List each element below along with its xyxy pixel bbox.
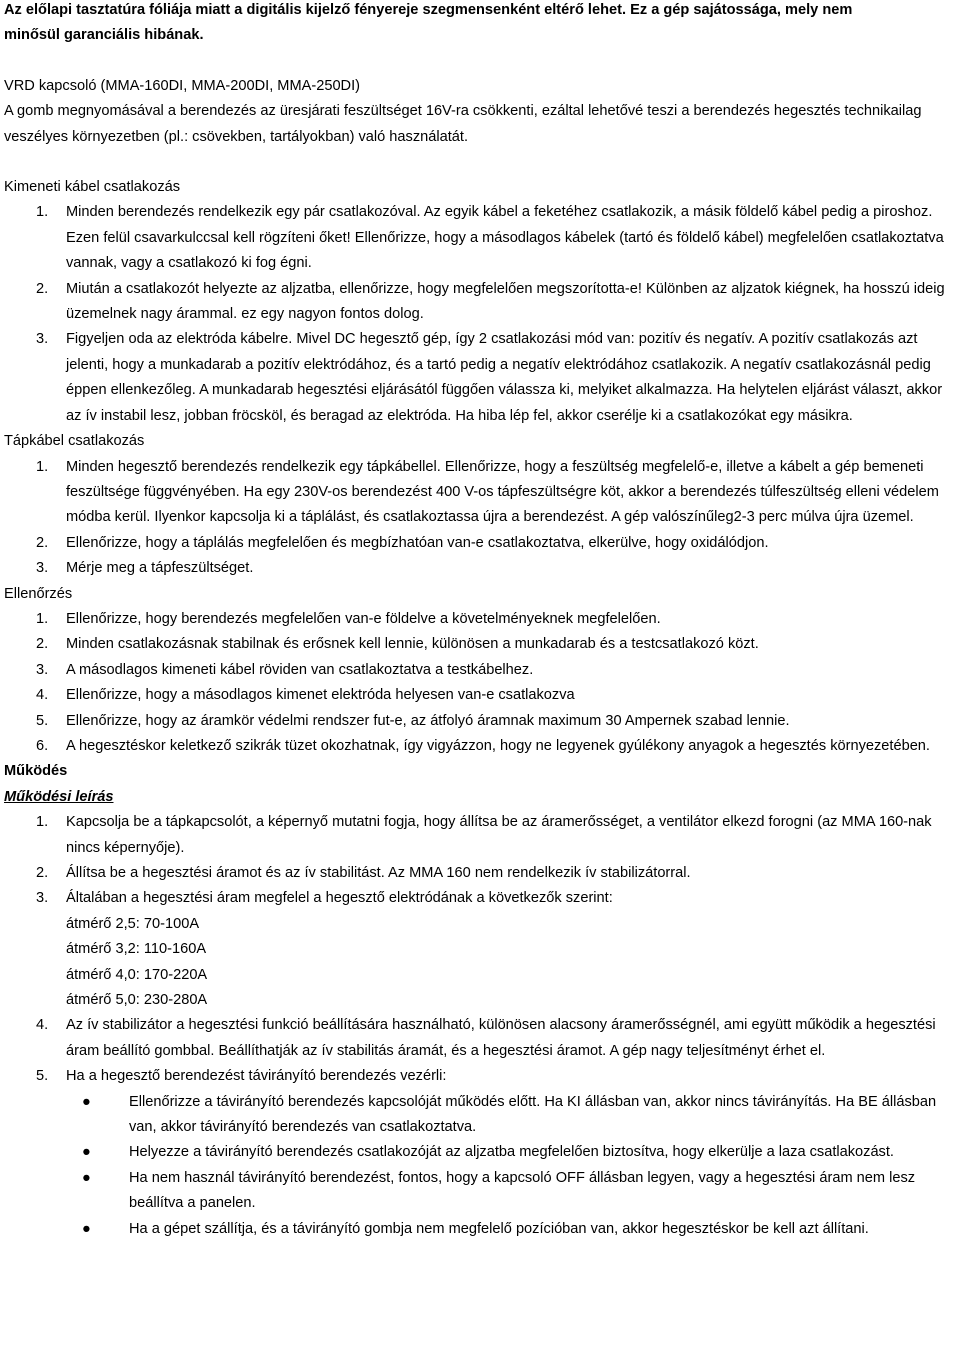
list-item xyxy=(4,683,958,708)
item-text: Általában a hegesztési áram megfelel a hegesztő elektródának a következők szerint: xyxy=(66,890,613,907)
item-text: A másodlagos kimeneti kábel röviden van csatlakoztatva a testkábelhez. xyxy=(66,661,534,678)
bullet-item xyxy=(4,1217,958,1242)
item-number: 3. xyxy=(36,890,49,907)
item-number: 5. xyxy=(36,712,49,729)
diameter-row: átmérő 5,0: 230-280A xyxy=(66,992,208,1009)
list-item xyxy=(4,556,958,581)
bullet-icon: ● xyxy=(82,1220,91,1237)
item-number: 1. xyxy=(36,204,49,221)
bullet-item xyxy=(4,1166,958,1217)
bullet-text: Ellenőrizze a távirányító berendezés kapcsolóját működés előtt. Ha KI állásban van, akkor nincs távirányítás. Ha BE állásban van, akkor távirányító berendezés van csatlakoztatva. xyxy=(129,1093,937,1136)
remote-bullet-list xyxy=(4,1090,958,1242)
bullet-icon: ● xyxy=(82,1093,91,1110)
item-number: 1. xyxy=(36,610,49,627)
list-item xyxy=(4,658,958,683)
list-item xyxy=(4,200,958,276)
item-text: Minden berendezés rendelkezik egy pár csatlakozóval. Az egyik kábel a feketéhez csatlakozik, a másik földelő kábel pedig a piroshoz. Ezen felül csavarkulccsal kell rögzíteni őket! Ellenőrizze, hogy a másodlagos kábelek (tartó és földelő kábel) megfelelően csatlakoztatva vannak, vagy a csatlakozó ki fog égni. xyxy=(66,204,944,272)
list-item xyxy=(4,607,958,632)
operation-list xyxy=(4,810,958,1089)
bullet-item xyxy=(4,1090,958,1141)
list-item xyxy=(4,734,958,759)
list-item xyxy=(4,861,958,886)
item-text: Mérje meg a tápfeszültséget. xyxy=(66,560,254,577)
bullet-text: Helyezze a távirányító berendezés csatlakozóját az aljzatba megfelelően biztosítva, hogy elkerülje a laza csatlakozást. xyxy=(129,1144,894,1161)
item-number: 6. xyxy=(36,737,49,754)
list-item xyxy=(4,455,958,531)
list-item xyxy=(4,810,958,861)
output-cable-list xyxy=(4,200,958,429)
item-text: Ha a hegesztő berendezést távirányító berendezés vezérli: xyxy=(66,1068,447,1085)
vrd-text: A gomb megnyomásával a berendezés az üresjárati feszültséget 16V-ra csökkenti, ezáltal lehetővé teszi a berendezés hegesztés technikailag veszélyes környezetben (pl.: csövekben, tartályokban) való használatát. xyxy=(4,103,922,145)
item-text: Az ív stabilizátor a hegesztési funkció beállítására használható, különösen alacsony áramerősségnél, ami együtt működik a hegesztési áram beállító gombbal. Beállíthatják az ív stabilitás áramát, és a hegesztési áramot. A gép nagy teljesítményt érhet el. xyxy=(66,1017,936,1059)
bullet-icon: ● xyxy=(82,1169,91,1186)
power-cable-list xyxy=(4,455,958,582)
item-number: 2. xyxy=(36,534,49,551)
list-item xyxy=(4,1013,958,1064)
notice-line-1: Az előlapi tasztatúra fóliája miatt a digitális kijelző fényereje szegmensenként eltérő lehet. Ez a gép sajátossága, mely nem xyxy=(4,2,853,18)
bullet-icon: ● xyxy=(82,1144,91,1161)
item-number: 1. xyxy=(36,458,49,475)
vrd-title: VRD kapcsoló (MMA-160DI, MMA-200DI, MMA-250DI) xyxy=(4,77,361,94)
notice-line-2: minősül garanciális hibának. xyxy=(4,27,204,44)
item-text: A hegesztéskor keletkező szikrák tüzet okozhatnak, így vigyázzon, hogy ne legyenek gyúlékony anyagok a hegesztés környezetében. xyxy=(66,737,930,754)
item-number: 2. xyxy=(36,636,49,653)
item-text: Állítsa be a hegesztési áramot és az ív stabilitást. Az MMA 160 nem rendelkezik ív stabilizátorral. xyxy=(66,865,691,881)
diameter-row: átmérő 2,5: 70-100A xyxy=(66,915,200,932)
item-number: 4. xyxy=(36,1017,49,1034)
item-number: 3. xyxy=(36,560,49,577)
list-item xyxy=(4,531,958,556)
item-number: 2. xyxy=(36,865,49,881)
item-number: 1. xyxy=(36,814,49,831)
check-title: Ellenőrzés xyxy=(4,585,73,602)
item-text: Minden hegesztő berendezés rendelkezik egy tápkábellel. Ellenőrizze, hogy a feszültség megfelelő-e, illetve a kábelt a gép bemeneti feszültsége függvényében. Ha egy 230V-os berendezést 400 V-os tápfeszültségre köt, akkor a berendezés túlfeszültség elleni védelem módba kerül. Ilyenkor kapcsolja ki a táplálást, és csatlakoztassa újra a berendezést. A gép valószínűleg2-3 perc múlva újra üzemel. xyxy=(66,458,939,526)
item-text: Ellenőrizze, hogy az áramkör védelmi rendszer fut-e, az átfolyó áramnak maximum 30 Ampernek szabad lennie. xyxy=(66,712,790,729)
list-item xyxy=(4,886,958,1013)
check-list xyxy=(4,607,958,759)
list-item xyxy=(4,1064,958,1089)
item-number: 4. xyxy=(36,687,49,704)
list-item xyxy=(4,327,958,429)
operation-subtitle: Működési leírás xyxy=(4,788,114,805)
document-page xyxy=(4,0,958,1242)
diameter-list xyxy=(66,912,958,1014)
item-text: Kapcsolja be a tápkapcsolót, a képernyő mutatni fogja, hogy állítsa be az áramerősséget, a ventilátor elkezd forogni (az MMA 160-nak nincs képernyője). xyxy=(66,814,932,856)
operation-title: Működés xyxy=(4,763,68,780)
item-number: 5. xyxy=(36,1068,49,1085)
item-number: 3. xyxy=(36,661,49,678)
diameter-row: átmérő 3,2: 110-160A xyxy=(66,941,207,958)
list-item xyxy=(4,277,958,328)
item-text: Minden csatlakozásnak stabilnak és erősnek kell lennie, különösen a munkadarab és a testcsatlakozó közt. xyxy=(66,636,759,653)
bullet-item xyxy=(4,1140,958,1165)
item-text: Figyeljen oda az elektróda kábelre. Mivel DC hegesztő gép, így 2 csatlakozási mód van: pozitív és negatív. A pozitív csatlakozás azt jelenti, hogy a munkadarab a pozitív elektródához, és a tartó pedig a negatív elektródához csatlakozik. A negatív csatlakozásnál pedig éppen ellenkezőleg. A munkadarab hegesztési eljárásától függően válassza ki, melyiket alkalmazza. Ha helytelen eljárást választ, akkor az ív instabil lesz, jobban fröcsköl, és beragad az elektróda. Ha hiba lép fel, akkor cserélje ki a csatlakozókat egy másikra. xyxy=(66,331,943,424)
item-number: 3. xyxy=(36,331,49,348)
output-cable-title: Kimeneti kábel csatlakozás xyxy=(4,179,181,196)
bullet-text: Ha nem használ távirányító berendezést, fontos, hogy a kapcsoló OFF állásban legyen, vagy a hegesztési áram nem lesz beállítva a panelen. xyxy=(129,1169,916,1212)
diameter-row: átmérő 4,0: 170-220A xyxy=(66,966,208,983)
power-cable-title: Tápkábel csatlakozás xyxy=(4,433,145,450)
item-text: Ellenőrizze, hogy a táplálás megfelelően és megbízhatóan van-e csatlakoztatva, elkerülve, hogy oxidálódjon. xyxy=(66,534,769,551)
item-text: Miután a csatlakozót helyezte az aljzatba, ellenőrizze, hogy megfelelően megszorította-e! Különben az aljzatok kiégnek, ha hosszú ideig üzemelnek nagy árammal. ez egy nagyon fontos dolog. xyxy=(66,280,945,323)
item-number: 2. xyxy=(36,280,49,297)
item-text: Ellenőrizze, hogy berendezés megfelelően van-e földelve a követelményeknek megfelelően. xyxy=(66,610,661,627)
item-text: Ellenőrizze, hogy a másodlagos kimenet elektróda helyesen van-e csatlakozva xyxy=(66,687,575,704)
bullet-text: Ha a gépet szállítja, és a távirányító gombja nem megfelelő pozícióban van, akkor hegesztéskor be kell azt állítani. xyxy=(129,1220,869,1237)
list-item xyxy=(4,632,958,657)
list-item xyxy=(4,709,958,734)
